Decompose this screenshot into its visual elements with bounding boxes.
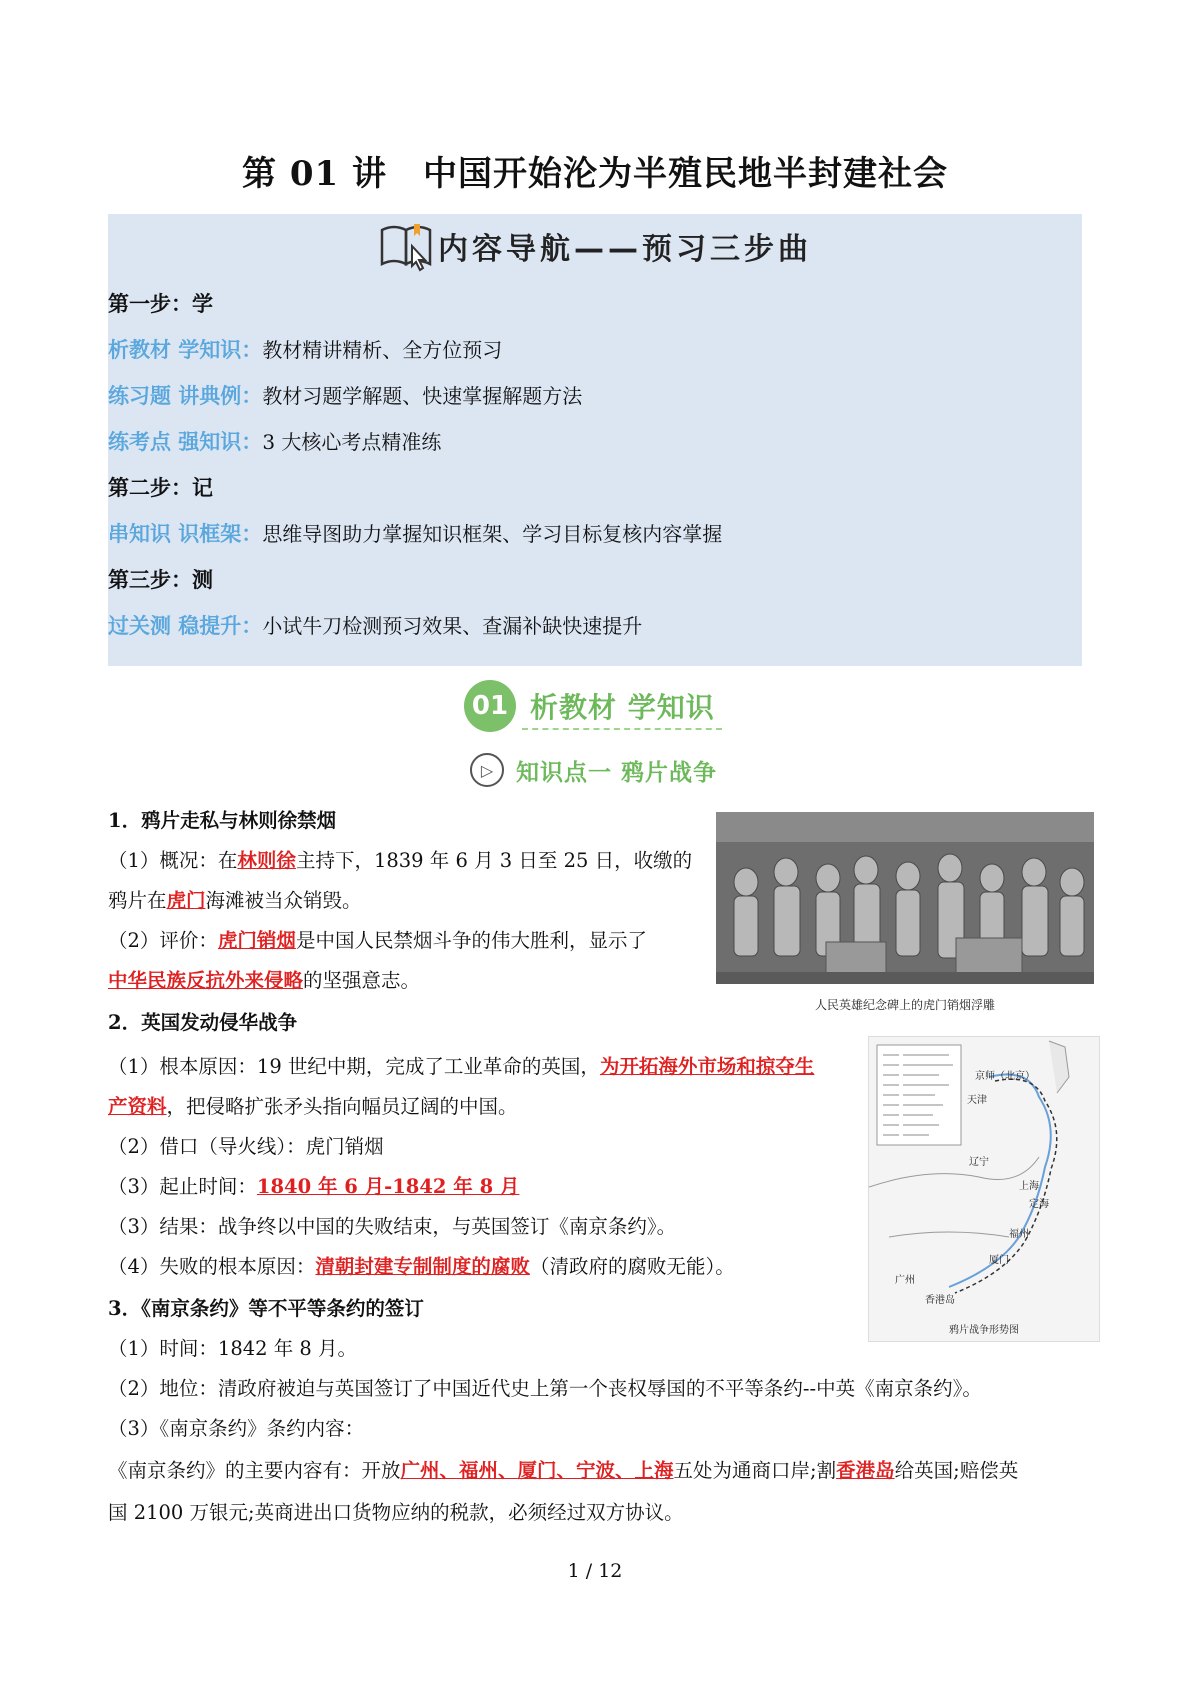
nav-item: 练习题 讲典例：教材习题学解题、快速掌握解题方法 xyxy=(108,383,583,408)
section-number: 01 xyxy=(464,680,516,732)
step-1-label: 第一步：学 xyxy=(108,291,213,316)
text-line: （1）时间：1842 年 8 月。 xyxy=(108,1337,358,1360)
text-line: （3）结果：战争终以中国的失败结束，与英国签订《南京条约》。 xyxy=(108,1215,677,1238)
text-line: 国 2100 万银元;英商进出口货物应纳的税款，必须经过双方协议。 xyxy=(108,1501,684,1524)
section-badge xyxy=(464,678,734,734)
heading-british-invasion: 2．英国发动侵华战争 xyxy=(108,1011,298,1034)
photo-caption: 人民英雄纪念碑上的虎门销烟浮雕 xyxy=(814,998,995,1012)
knowledge-point-title: 知识点一 鸦片战争 xyxy=(516,759,718,786)
map-label: 京师（北京） xyxy=(975,1071,1035,1082)
nav-item: 过关测 稳提升：小试牛刀检测预习效果、查漏补缺快速提升 xyxy=(108,613,643,638)
navigation-header xyxy=(108,214,1082,278)
text-line: 中华民族反抗外来侵略的坚强意志。 xyxy=(108,969,421,992)
play-arrow-icon: ▷ xyxy=(470,753,504,787)
map-label: 福州 xyxy=(1009,1229,1029,1240)
heading-nanjing-treaty: 3．《南京条约》等不平等条约的签订 xyxy=(108,1297,424,1320)
section-underline xyxy=(522,728,722,730)
text-line: （2）借口（导火线）：虎门销烟 xyxy=(108,1135,384,1158)
map-label: 香港岛 xyxy=(925,1295,955,1306)
humen-relief-photo xyxy=(716,812,1094,984)
page-number: 1 / 12 xyxy=(567,1560,623,1582)
lesson-number: 第 01 讲 xyxy=(242,154,387,194)
map-label: 广州 xyxy=(895,1275,915,1286)
text-line: （2）评价：虎门销烟是中国人民禁烟斗争的伟大胜利，显示了 xyxy=(108,929,647,952)
text-line: （1）根本原因：19 世纪中期，完成了工业革命的英国，为开拓海外市场和掠夺生 xyxy=(108,1055,815,1078)
opium-war-map xyxy=(868,1036,1100,1342)
map-label: 上海 xyxy=(1019,1181,1039,1192)
map-label: 辽宁 xyxy=(969,1157,989,1168)
book-icon xyxy=(378,220,434,272)
map-caption: 鸦片战争形势图 xyxy=(949,1325,1019,1336)
map-label: 定海 xyxy=(1029,1199,1049,1210)
section-title: 析教材 学知识 xyxy=(530,691,715,724)
text-line: （2）地位：清政府被迫与英国签订了中国近代史上第一个丧权辱国的不平等条约--中英《南京条约》。 xyxy=(108,1377,982,1400)
map-label: 厦门 xyxy=(989,1255,1009,1266)
nav-item: 串知识 识框架：思维导图助力掌握知识框架、学习目标复核内容掌握 xyxy=(108,521,723,546)
map-label: 天津 xyxy=(967,1095,987,1106)
heading-opium-smuggling: 1．鸦片走私与林则徐禁烟 xyxy=(108,809,337,832)
navigation-title: 内容导航——预习三步曲 xyxy=(438,232,812,267)
nav-item: 析教材 学知识：教材精讲精析、全方位预习 xyxy=(108,337,503,362)
text-line: （3）起止时间：1840 年 6 月-1842 年 8 月 xyxy=(108,1175,520,1198)
text-line: 鸦片在虎门海滩被当众销毁。 xyxy=(108,889,362,912)
text-line: 产资料，把侵略扩张矛头指向幅员辽阔的中国。 xyxy=(108,1095,518,1118)
text-line: （1）概况：在林则徐主持下，1839 年 6 月 3 日至 25 日，收缴的 xyxy=(108,849,693,872)
content-navigation-box xyxy=(108,214,1082,666)
text-line: 《南京条约》的主要内容有：开放广州、福州、厦门、宁波、上海五处为通商口岸;割香港岛给英国;赔偿英 xyxy=(108,1459,1019,1482)
step-2-label: 第二步：记 xyxy=(108,475,213,500)
page-title xyxy=(0,146,1190,195)
nav-item: 练考点 强知识：3 大核心考点精准练 xyxy=(108,429,442,454)
lesson-topic: 中国开始沦为半殖民地半封建社会 xyxy=(423,154,948,194)
text-line: （4）失败的根本原因：清朝封建专制制度的腐败（清政府的腐败无能）。 xyxy=(108,1255,735,1278)
step-3-label: 第三步：测 xyxy=(108,567,213,592)
text-line: （3）《南京条约》条约内容： xyxy=(108,1417,365,1440)
knowledge-point-heading xyxy=(470,752,717,788)
